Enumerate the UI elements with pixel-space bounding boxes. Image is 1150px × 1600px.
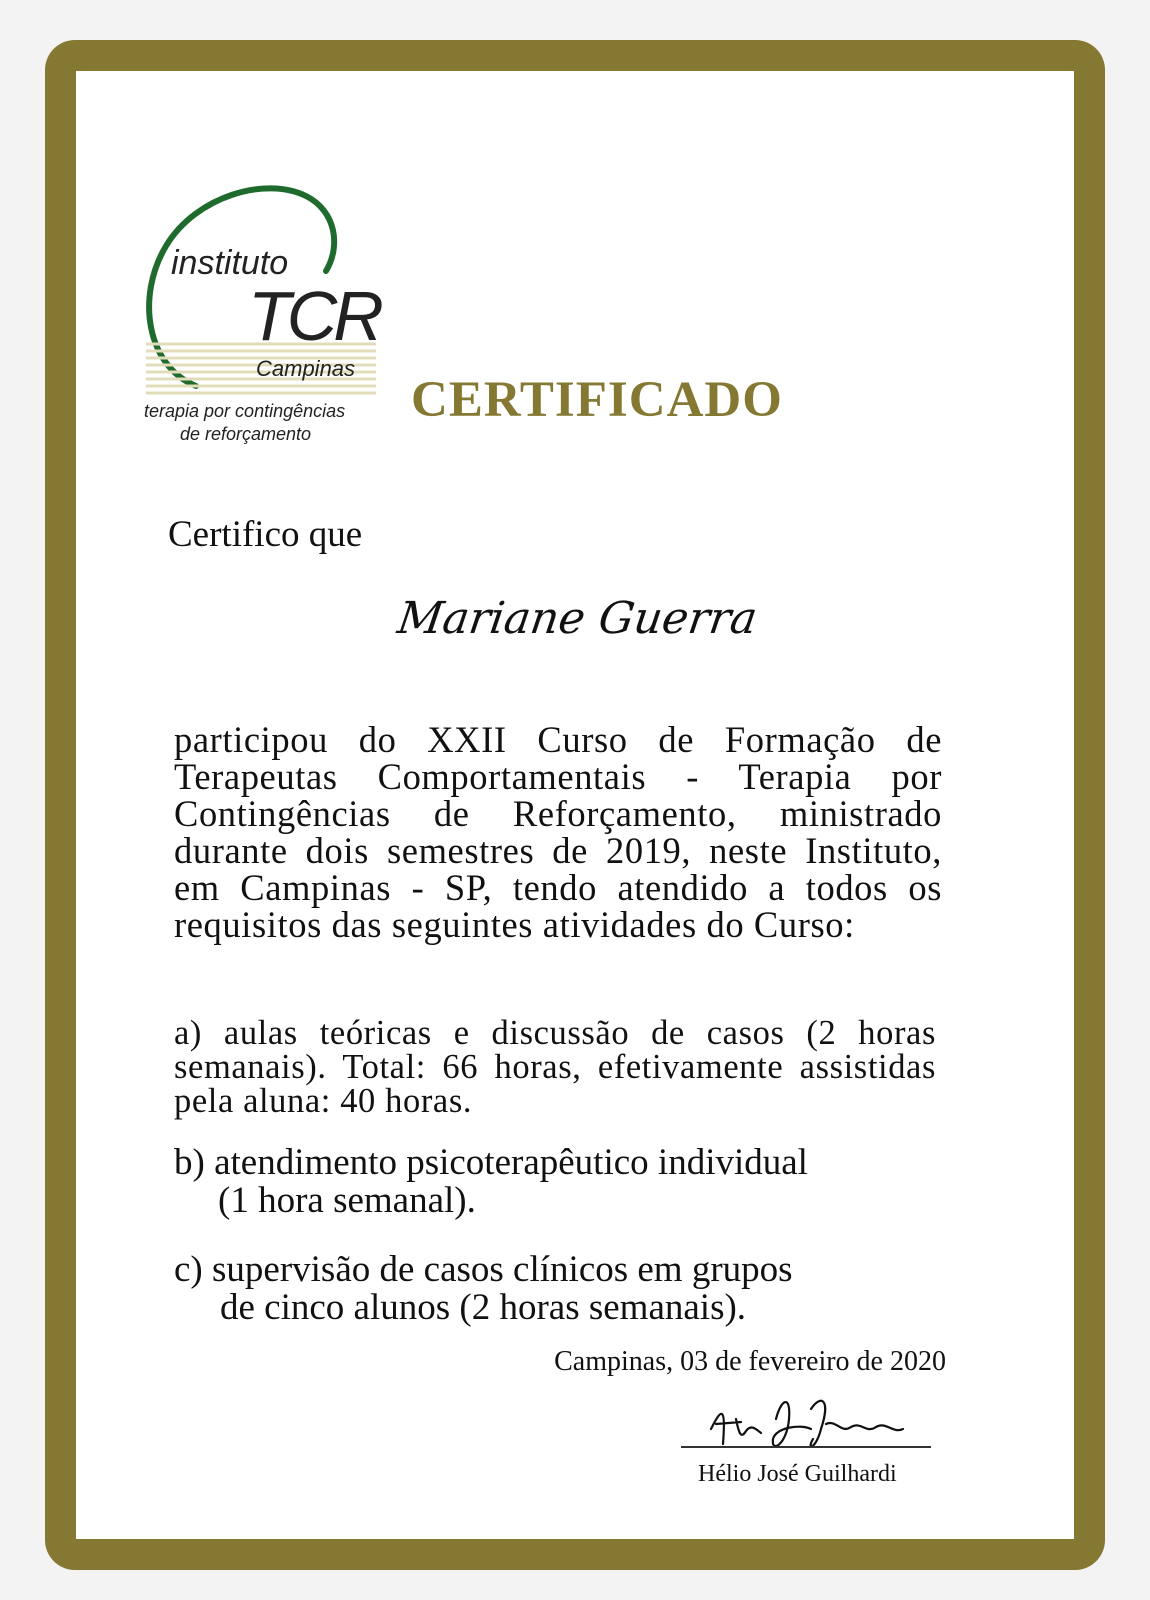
certificate-frame [45,40,1105,1570]
certificate-body [76,71,1074,1539]
certificate-body-text: participou do XXII Curso de Formação de Terapeutas Comportamentais - Terapia por Contingências de Reforçamento, ministrado durante dois semestres de 2019, neste Instituto, em Campinas - SP, tendo atendido a todos os requisitos das seguintes atividades do Curso: [174,719,942,945]
handwritten-signature [681,1389,931,1459]
logo-tagline-1: terapia por contingências [144,401,346,421]
certificate-title: CERTIFICADO [411,372,783,428]
intro-text: Certifico que [168,514,363,555]
logo-campinas: Campinas [256,356,356,381]
place-date: Campinas, 03 de fevereiro de 2020 [554,1346,946,1377]
recipient-name: Mariane Guerra [394,593,761,644]
logo-tagline-2: de reforçamento [180,424,312,444]
activity-item-c-line2: de cinco alunos (2 horas semanais). [220,1287,747,1328]
activity-item-c-line1: c) supervisão de casos clínicos em grupos [174,1249,793,1290]
institute-logo [136,176,396,466]
activity-item-a: a) aulas teóricas e discussão de casos (2 horas semanais). Total: 66 horas, efetivamente assistidas pela aluna: 40 horas. [174,1014,936,1120]
logo-tcr: TCR [248,277,380,355]
activity-item-b-line1: b) atendimento psicoterapêutico individual [174,1142,808,1183]
signer-name: Hélio José Guilhardi [698,1461,897,1487]
activity-item-b [174,1144,974,1220]
activity-item-b-line2: (1 hora semanal). [218,1180,476,1221]
signature-line [681,1446,931,1448]
activity-item-c [174,1251,974,1327]
logo-instituto: instituto [171,244,289,282]
